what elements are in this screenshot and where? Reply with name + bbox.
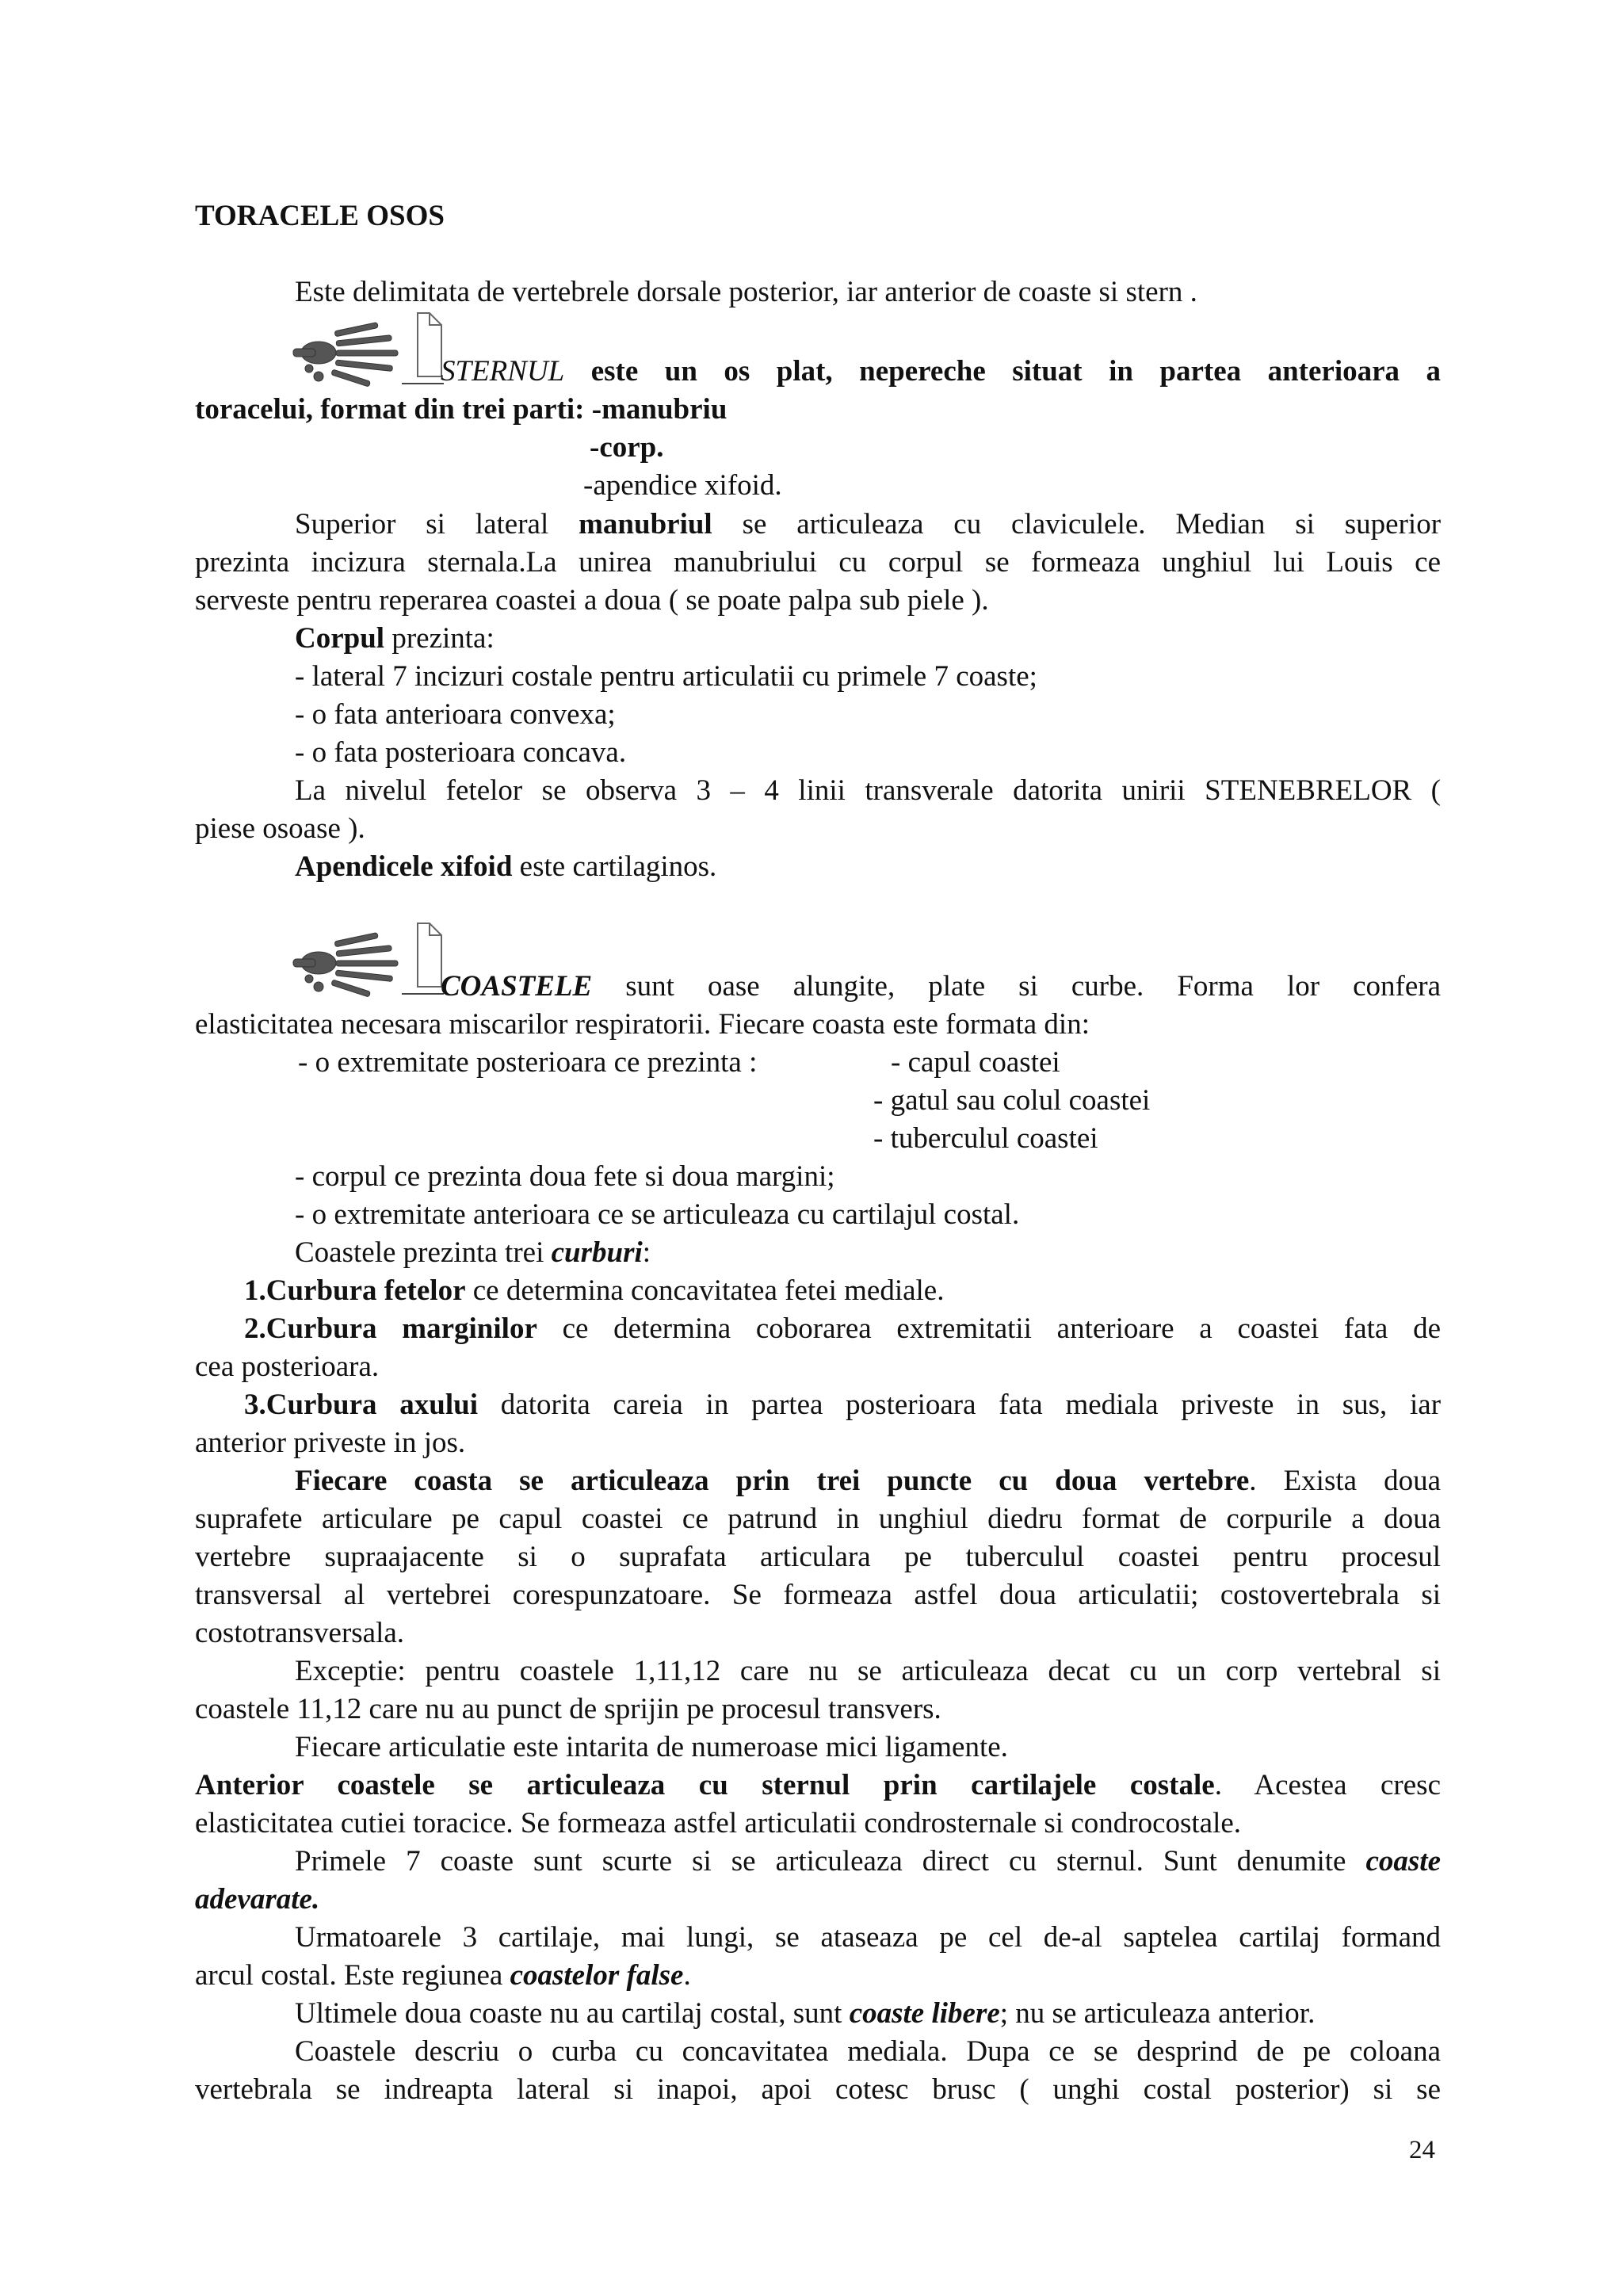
- extremitate-item: - tuberculul coastei: [873, 1122, 1098, 1155]
- exceptie-line-2: coastele 11,12 care nu au punct de sprijin pe procesul transvers.: [195, 1693, 941, 1725]
- sternul-lead-line-2: toracelui, format din trei parti: -manubriu: [195, 393, 727, 426]
- ultimele-line: Ultimele doua coaste nu au cartilaj costal, sunt coaste libere; nu se articuleaza anterior.: [295, 1997, 1316, 2030]
- articulatii-line-2: suprafete articulare pe capul coastei ce patrund in unghiul diedru format de corpurile a doua: [195, 1503, 1441, 1535]
- manubriu-line-2: prezinta incizura sternala.La unirea manubriului cu corpul se formeaza unghiul lui Louis ce: [195, 546, 1441, 579]
- intro-paragraph: Este delimitata de vertebrele dorsale posterior, iar anterior de coaste si stern .: [295, 276, 1197, 308]
- extremitate-anterioara: - o extremitate anterioara ce se articuleaza cu cartilajul costal.: [295, 1198, 1020, 1231]
- sternul-part-apendice: -apendice xifoid.: [583, 469, 782, 502]
- primele-line-1: Primele 7 coaste sunt scurte si se articuleaza direct cu sternul. Sunt denumite coaste: [295, 1845, 1442, 1878]
- corpul-heading: Corpul prezinta:: [295, 622, 495, 655]
- extremitate-item: - gatul sau colul coastei: [873, 1084, 1151, 1117]
- curbura-3-line-2: anterior priveste in jos.: [195, 1427, 466, 1459]
- manubriu-line-3: serveste pentru reperarea coastei a doua ( se poate palpa sub piele ).: [195, 584, 989, 617]
- sternul-lead-line-1: STERNUL este un os plat, nepereche situat in partea anterioara a: [441, 355, 1442, 388]
- urmatoarele-line-1: Urmatoarele 3 cartilaje, mai lungi, se ataseaza pe cel de-al saptelea cartilaj formand: [295, 1921, 1441, 1954]
- curbura-1: 1.Curbura fetelor ce determina concavitatea fetei mediale.: [244, 1274, 945, 1307]
- curbura-2-line-1: 2.Curbura marginilor ce determina coborarea extremitatii anterioare a coastei fata de: [244, 1312, 1442, 1345]
- articulatii-line-5: costotransversala.: [195, 1617, 405, 1649]
- articulatii-line-4: transversal al vertebrei corespunzatoare. Se formeaza astfel doua articulatii; costovertebrala si: [195, 1579, 1441, 1611]
- anterior-line-2: elasticitatea cutiei toracice. Se formeaza astfel articulatii condrosternale si condrocostale.: [195, 1807, 1242, 1839]
- urmatoarele-line-2: arcul costal. Este regiunea coastelor false.: [195, 1959, 691, 1992]
- apendice-line: Apendicele xifoid este cartilaginos.: [295, 850, 717, 883]
- ligamente-line: Fiecare articulatie este intarita de numeroase mici ligamente.: [295, 1731, 1008, 1763]
- sternul-part-corp: -corp.: [590, 431, 664, 464]
- fete-line-1: La nivelul fetelor se observa 3 – 4 linii transverale datorita unirii STENEBRELOR (: [295, 774, 1441, 807]
- extremitate-item: - capul coastei: [891, 1046, 1060, 1079]
- extremitate-posterioara: - o extremitate posterioara ce prezinta :: [298, 1046, 758, 1079]
- anterior-line-1: Anterior coastele se articuleaza cu sternul prin cartilajele costale. Acestea cresc: [195, 1769, 1441, 1801]
- coastele-lead-line-2: elasticitatea necesara miscarilor respiratorii. Fiecare coasta este formata din:: [195, 1008, 1090, 1041]
- skeleton-hand-icon: [287, 309, 445, 396]
- fete-line-2: piese osoase ).: [195, 812, 365, 845]
- exceptie-line-1: Exceptie: pentru coastele 1,11,12 care nu se articuleaza decat cu un corp vertebral si: [295, 1655, 1441, 1687]
- corpul-item: - o fata anterioara convexa;: [295, 698, 616, 731]
- page-number: 24: [1409, 2136, 1435, 2164]
- coastele-lead-line-1: COASTELE sunt oase alungite, plate si curbe. Forma lor confera: [441, 970, 1442, 1003]
- articulatii-line-3: vertebre supraajacente si o suprafata articulara pe tuberculul coastei pentru procesul: [195, 1541, 1441, 1573]
- curbura-3-line-1: 3.Curbura axului datorita careia in partea posterioara fata mediala priveste in sus, iar: [244, 1389, 1442, 1421]
- skeleton-hand-icon: [287, 919, 445, 1007]
- corpul-item: - o fata posterioara concava.: [295, 736, 627, 769]
- corpul-coastei: - corpul ce prezinta doua fete si doua margini;: [295, 1160, 835, 1193]
- primele-line-2: adevarate.: [195, 1883, 320, 1916]
- curbura-2-line-2: cea posterioara.: [195, 1350, 380, 1383]
- manubriu-line-1: Superior si lateral manubriul se articuleaza cu claviculele. Median si superior: [295, 508, 1442, 541]
- corpul-item: - lateral 7 incizuri costale pentru articulatii cu primele 7 coaste;: [295, 660, 1037, 693]
- articulatii-line-1: Fiecare coasta se articuleaza prin trei puncte cu doua vertebre. Exista doua: [295, 1465, 1442, 1497]
- curburi-intro: Coastele prezinta trei curburi:: [295, 1236, 651, 1269]
- coastele-heading: COASTELE: [441, 970, 593, 1003]
- page-title: TORACELE OSOS: [195, 200, 445, 232]
- sternul-heading: STERNUL: [441, 355, 565, 388]
- curba-line-1: Coastele descriu o curba cu concavitatea mediala. Dupa ce se desprind de pe coloana: [295, 2035, 1441, 2068]
- curba-line-2: vertebrala se indreapta lateral si inapoi, apoi cotesc brusc ( unghi costal posterior) si se: [195, 2073, 1441, 2106]
